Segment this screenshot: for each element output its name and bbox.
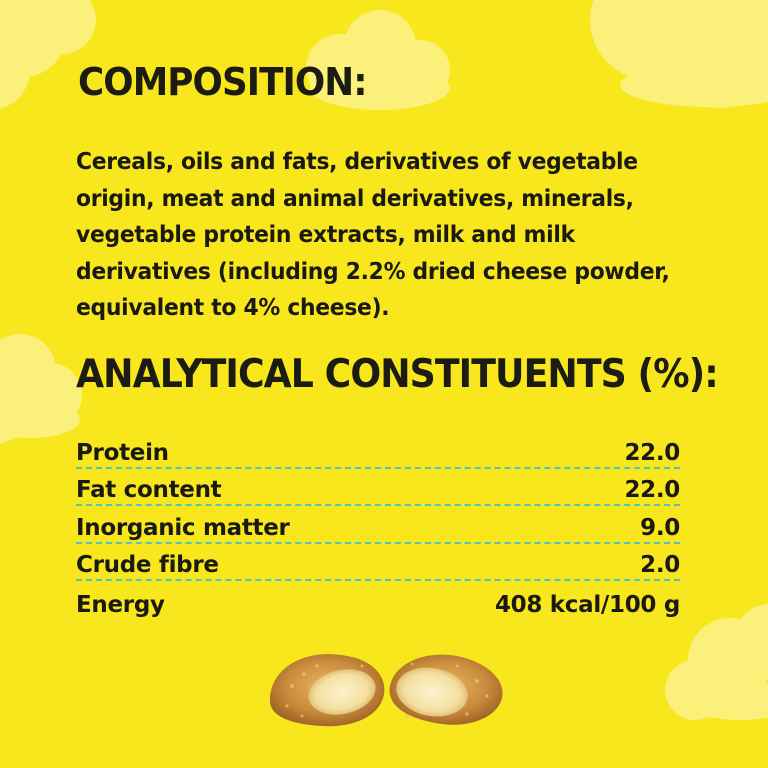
cloud-bottom-right [665, 604, 768, 720]
constituent-label: Fat content [76, 477, 222, 503]
constituent-value: 22.0 [624, 439, 680, 466]
composition-text: Cereals, oils and fats, derivatives of vegetable origin, meat and animal derivatives, minerals, vegetable protein extracts, milk and milk derivatives (including 2.2% dried cheese powder, equivalent to 4% cheese). [76, 149, 670, 321]
treat-left-half [270, 654, 385, 726]
constituent-row-inorganic [76, 506, 680, 544]
constituent-value: 9.0 [640, 514, 680, 541]
constituent-value: 22.0 [624, 477, 680, 503]
cat-treat-image [262, 636, 512, 736]
constituents-table [76, 431, 680, 619]
constituent-label: Crude fibre [76, 552, 219, 578]
constituent-value: 2.0 [640, 552, 680, 578]
constituent-row-fat [76, 469, 680, 507]
constituent-value: 408 kcal/100 g [494, 591, 680, 618]
cloud-top-right [590, 0, 768, 108]
cloud-left-middle [0, 334, 82, 444]
constituent-label: Energy [76, 591, 165, 618]
composition-heading: COMPOSITION: [78, 60, 367, 104]
constituent-label: Inorganic matter [76, 514, 290, 541]
constituent-row-energy [76, 581, 680, 619]
constituent-row-fibre [76, 544, 680, 582]
constituent-label: Protein [76, 439, 169, 466]
analytical-constituents-heading: ANALYTICAL CONSTITUENTS (%): [76, 352, 718, 397]
constituent-row-protein [76, 431, 680, 469]
treat-right-half [390, 655, 503, 725]
